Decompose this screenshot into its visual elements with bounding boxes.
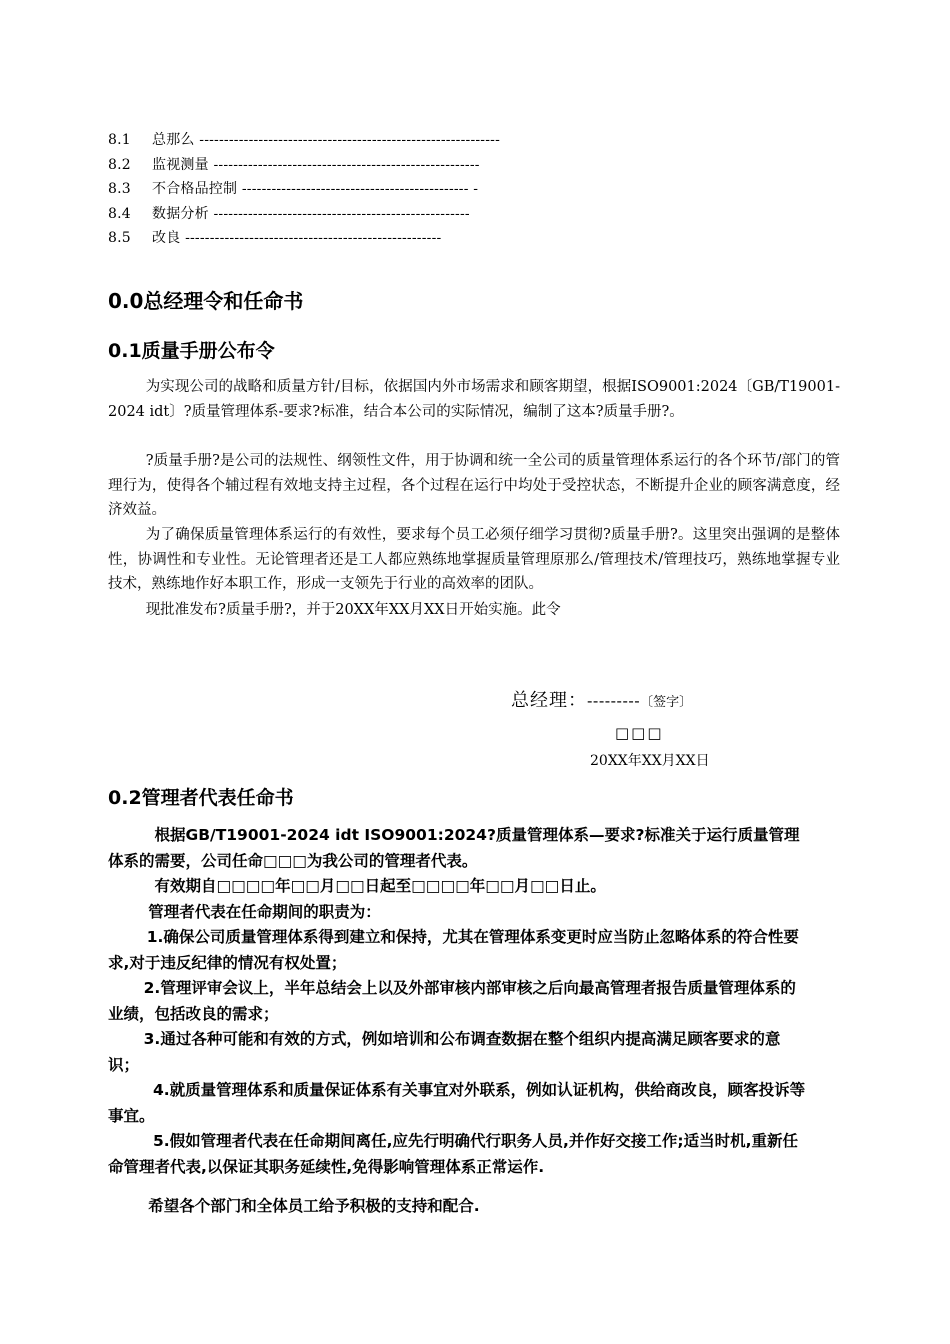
release-paragraph: 为了确保质量管理体系运行的有效性，要求每个员工必须仔细学习贯彻?质量手册?。这里突出强调的是整体性，协调性和专业性。无论管理者还是工人都应熟练地掌握质量管理原那么/管理技术/管理技巧，熟练地掌握专业技术，熟练地作好本职工作，形成一支领先于行业的高效率的团队。 bbox=[108, 527, 840, 592]
toc-entry[interactable] bbox=[108, 202, 748, 227]
appointment-paragraph: 根据GB/T19001-2024 idt ISO9001:2024?质量管理体系—要求?标准关于运行质量管理体系的需要，公司任命□□□为我公司的管理者代表。 bbox=[108, 826, 800, 870]
toc-leader: ---------------------------------------------------- bbox=[213, 205, 470, 222]
release-paragraph: ?质量手册?是公司的法规性、纲领性文件，用于协调和统一全公司的质量管理体系运行的各个环节/部门的管理行为，使得各个辅过程有效地支持主过程，各个过程在运行中均处于受控状态，不断提升企业的顾客满意度，经济效益。 bbox=[108, 453, 840, 518]
duty-item: 3.通过各种可能和有效的方式，例如培训和公布调查数据在整个组织内提高满足顾客要求的意识； bbox=[108, 1030, 781, 1074]
signature-note: 〔签字〕 bbox=[640, 695, 693, 710]
toc-number: 8.4 bbox=[108, 205, 131, 222]
toc-number: 8.1 bbox=[108, 132, 131, 148]
appointment-heading: 0.2管理者代表任命书 bbox=[108, 787, 294, 809]
toc-label: 数据分析 bbox=[152, 205, 209, 222]
toc-label: 不合格品控制 bbox=[152, 181, 238, 197]
signature-title: 总经理： bbox=[511, 690, 587, 711]
section-title: 0.0总经理令和任命书 bbox=[108, 289, 304, 313]
release-paragraph: 为实现公司的战略和质量方针/目标，依据国内外市场需求和顾客期望，根据ISO9001:2024〔GB/T19001-2024 idt〕?质量管理体系-要求?标准，结合本公司的实际情况，编制了这本?质量手册?。 bbox=[108, 379, 840, 420]
toc-entry[interactable] bbox=[108, 128, 748, 153]
appointment-paragraph: 有效期自□□□□年□□月□□日起至□□□□年□□月□□日止。 bbox=[154, 877, 606, 895]
duty-item: 5.假如管理者代表在任命期间离任,应先行明确代行职务人员,并作好交接工作;适当时机,重新任命管理者代表,以保证其职务延续性,免得影响管理体系正常运作. bbox=[108, 1132, 798, 1176]
signer-name: □□□ bbox=[615, 724, 664, 742]
toc-number: 8.5 bbox=[108, 230, 131, 246]
release-heading: 0.1质量手册公布令 bbox=[108, 340, 275, 362]
toc-number: 8.2 bbox=[108, 156, 131, 173]
appointment-body bbox=[108, 823, 808, 1220]
toc-entry[interactable] bbox=[108, 226, 748, 251]
signature-blank: --------- bbox=[587, 691, 641, 710]
duty-item: 4.就质量管理体系和质量保证体系有关事宜对外联系，例如认证机构，供给商改良，顾客投诉等事宜。 bbox=[108, 1081, 806, 1125]
toc-label: 总那么 bbox=[152, 132, 195, 148]
duty-item: 1.确保公司质量管理体系得到建立和保持，尤其在管理体系变更时应当防止忽略体系的符合性要求,对于违反纪律的情况有权处置； bbox=[108, 928, 799, 972]
release-paragraph: 现批准发布?质量手册?，并于20XX年XX月XX日开始实施。此令 bbox=[145, 602, 561, 618]
toc-label: 改良 bbox=[152, 230, 181, 246]
duty-item: 2.管理评审会议上，半年总结会上以及外部审核内部审核之后向最高管理者报告质量管理体系的业绩，包括改良的需求； bbox=[108, 979, 796, 1023]
toc-label: 监视测量 bbox=[152, 156, 209, 173]
toc-entry[interactable] bbox=[108, 177, 748, 202]
toc-leader: ---------------------------------------------- - bbox=[241, 181, 479, 197]
toc-leader: ------------------------------------------------------------- bbox=[199, 132, 501, 148]
toc-leader: ------------------------------------------------------ bbox=[213, 156, 480, 173]
signature-line bbox=[511, 686, 692, 712]
closing-paragraph: 希望各个部门和全体员工给予积极的支持和配合. bbox=[148, 1197, 480, 1215]
signature-date: 20XX年XX月XX日 bbox=[590, 753, 710, 769]
toc-number: 8.3 bbox=[108, 181, 131, 197]
toc-leader: ---------------------------------------------------- bbox=[185, 230, 442, 246]
toc-entry[interactable] bbox=[108, 153, 748, 178]
appointment-paragraph: 管理者代表在任命期间的职责为： bbox=[148, 902, 381, 921]
table-of-contents bbox=[108, 128, 748, 251]
